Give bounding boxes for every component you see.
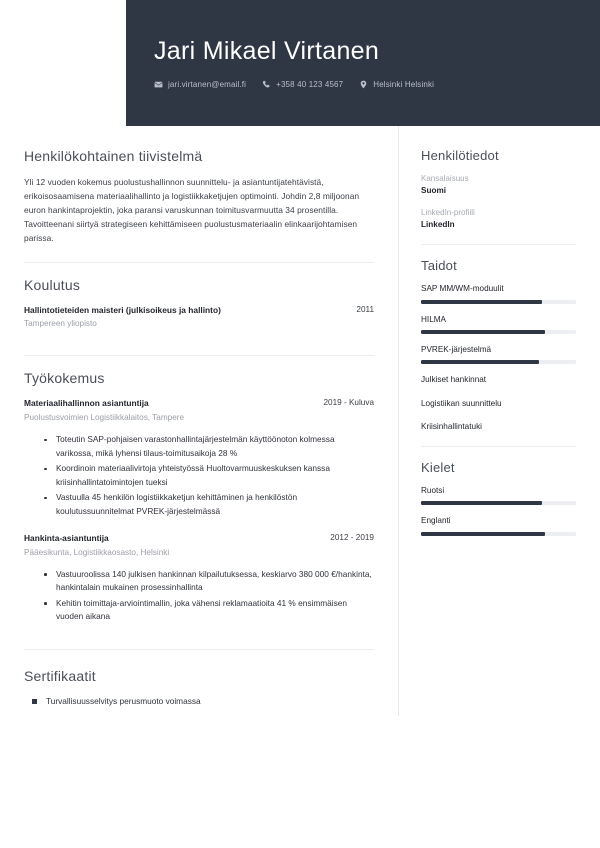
location-pin-icon (359, 80, 368, 89)
contact-email-text: jari.virtanen@email.fi (168, 79, 247, 89)
language-level-bar (421, 501, 576, 505)
section-experience (24, 355, 374, 640)
skill-level-fill (421, 300, 542, 304)
experience-entry (24, 397, 374, 518)
section-skills (421, 258, 576, 433)
language-item (421, 485, 576, 505)
detail-item-linkedin (421, 207, 576, 232)
contact-location-text: Helsinki Helsinki (373, 79, 435, 89)
language-level-fill (421, 532, 545, 536)
section-certificates (24, 649, 374, 716)
contact-phone (262, 80, 343, 89)
experience-role: Materiaalihallinnon asiantuntija (24, 398, 149, 409)
skill-level-bar (421, 360, 576, 364)
skill-level-bar (421, 330, 576, 334)
education-school: Tampereen yliopisto (24, 319, 97, 329)
candidate-name: Jari Mikael Virtanen (154, 37, 380, 65)
section-title-personal-details: Henkilötiedot (421, 148, 499, 163)
summary-text: Yli 12 vuoden kokemus puolustushallinnon suunnittelu- ja asiantuntijatehtävistä, erikoisosaamisena materiaalihallinto ja logistiikkaketjujen optimointi. Johdin 2,8 miljoonan euron hankintaprojektin, joka paransi varuskunnan toimitusvarmuutta 34 prosentilla. Tavoitteenani siirtyä strategiseen kehittämiseen puolustusmateriaalin elinkaarijohtamisen parissa. (24, 177, 360, 244)
education-entry-head (24, 304, 374, 317)
sidebar-divider (421, 446, 576, 447)
experience-bullet: Koordinoin materiaalivirtoja yhteistyössä Huoltovarmuuskeskuksen kanssa kriisinhallintatoimintojen tueksi (44, 462, 374, 489)
education-degree: Hallintotieteiden maisteri (julkisoikeus ja hallinto) (24, 304, 221, 315)
skill-item: Logistiikan suunnittelu (421, 398, 502, 408)
education-date: 2011 (356, 304, 374, 314)
cv-body (0, 126, 600, 716)
detail-label: LinkedIn-profiili (421, 207, 475, 217)
experience-entry-head (24, 397, 374, 410)
skill-level-fill (421, 360, 539, 364)
language-name: Ruotsi (421, 486, 445, 496)
experience-bullets (24, 568, 374, 624)
contact-location (359, 80, 434, 89)
skill-level-bar (421, 300, 576, 304)
experience-employer: Pääesikunta, Logistiikkaosasto, Helsinki (24, 547, 170, 557)
phone-icon (262, 80, 271, 89)
contact-email (154, 80, 246, 89)
detail-item-nationality (421, 173, 576, 198)
skill-item (421, 314, 576, 334)
section-summary (24, 148, 374, 254)
section-languages (421, 460, 576, 536)
envelope-icon (154, 80, 163, 89)
skill-name: PVREK-järjestelmä (421, 345, 492, 354)
skill-item (421, 283, 576, 303)
detail-value: Suomi (421, 186, 447, 195)
language-item (421, 515, 576, 535)
language-level-bar (421, 532, 576, 536)
experience-employer: Puolustusvoimien Logistiikkalaitos, Tampere (24, 413, 185, 423)
experience-bullet: Vastuulla 45 henkilön logistiikkaketjun kehittäminen ja henkilöstön koulutussuunnitelmat PVREK-järjestelmässä (44, 491, 374, 518)
section-title-education: Koulutus (24, 276, 81, 293)
section-title-summary: Henkilökohtainen tiivistelmä (24, 148, 203, 164)
skill-item: Kriisinhallintatuki (421, 421, 482, 431)
skill-item: Julkiset hankinnat (421, 375, 487, 385)
experience-bullets (24, 433, 374, 518)
section-education (24, 262, 374, 348)
main-column (0, 126, 398, 716)
section-title-experience: Työkokemus (24, 370, 105, 387)
experience-date: 2012 - 2019 (330, 532, 374, 542)
skill-name: SAP MM/WM-moduulit (421, 284, 504, 294)
experience-bullet: Toteutin SAP-pohjaisen varastonhallintajärjestelmän käyttöönoton kolmessa varikossa, mikä lyhensi tilaus-toimitusaikoja 28 % (44, 433, 374, 460)
education-entry (24, 304, 374, 331)
detail-value[interactable]: LinkedIn (421, 219, 455, 229)
experience-date: 2019 - Kuluva (323, 398, 374, 408)
certificate-item: Turvallisuusselvitys perusmuoto voimassa (32, 695, 374, 708)
skill-name: HILMA (421, 314, 447, 324)
section-title-certificates: Sertifikaatit (24, 667, 96, 684)
section-title-skills: Taidot (421, 258, 457, 274)
contact-phone-text: +358 40 123 4567 (276, 79, 344, 89)
certificates-list (24, 695, 374, 708)
sidebar-divider (421, 244, 576, 245)
language-name: Englanti (421, 516, 451, 526)
experience-bullet: Vastuuroolissa 140 julkisen hankinnan kilpailutuksessa, keskiarvo 380 000 €/hankinta, hankintalain mukainen prosessinhallinta (44, 568, 374, 595)
skill-level-fill (421, 330, 545, 334)
skill-item (421, 344, 576, 364)
language-level-fill (421, 501, 542, 505)
section-personal-details (421, 148, 576, 231)
sidebar-column (398, 126, 600, 716)
experience-entry-head (24, 532, 374, 545)
experience-bullet: Kehitin toimittaja-arviointimallin, joka vähensi reklamaatioita 41 % ensimmäisen vuoden aikana (44, 597, 374, 624)
section-title-languages: Kielet (421, 460, 455, 476)
cv-header (126, 0, 600, 126)
experience-role: Hankinta-asiantuntija (24, 532, 109, 543)
detail-label: Kansalaisuus (421, 174, 469, 183)
contact-row (154, 80, 600, 89)
experience-entry (24, 532, 374, 624)
